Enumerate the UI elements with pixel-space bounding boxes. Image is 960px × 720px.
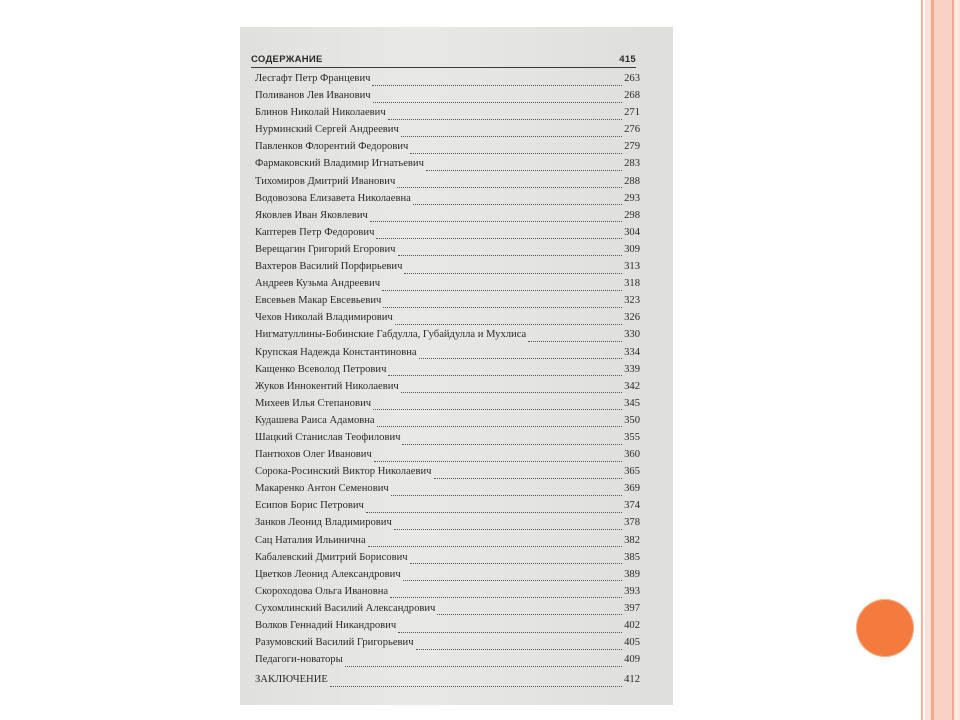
- toc-entry-title: Кудашева Раиса Адамовна: [255, 414, 375, 426]
- page-title: СОДЕРЖАНИЕ: [251, 54, 323, 65]
- toc-entry-title: Занков Леонид Владимирович: [255, 517, 392, 529]
- dot-leader: [410, 144, 622, 154]
- dot-leader: [368, 537, 622, 547]
- decor-stripe: [921, 0, 923, 720]
- toc-entry-title: Каптерев Петр Федорович: [255, 226, 375, 238]
- toc-entry-title: Верещагин Григорий Егорович: [255, 243, 396, 255]
- toc-entry: [255, 207, 640, 224]
- dot-leader: [401, 383, 622, 393]
- toc-entry-page: 369: [624, 483, 640, 495]
- dot-leader: [345, 657, 622, 667]
- toc-entry-title: Сухомлинский Василий Александрович: [255, 602, 436, 614]
- toc-entry-title: Педагоги-новаторы: [255, 654, 343, 666]
- dot-leader: [376, 229, 622, 239]
- dot-leader: [391, 486, 622, 496]
- dot-leader: [426, 161, 622, 171]
- dot-leader: [394, 520, 622, 530]
- toc-entry-page: 402: [624, 620, 640, 631]
- toc-entry: [255, 275, 640, 292]
- toc-entry-title: Нурминский Сергей Андреевич: [255, 124, 399, 136]
- toc-entry-page: 271: [624, 107, 640, 119]
- toc-entry-page: 298: [624, 209, 640, 221]
- toc-entry: [255, 173, 640, 190]
- toc-entry-title: Яковлев Иван Яковлевич: [255, 209, 368, 221]
- dot-leader: [388, 110, 622, 120]
- dot-leader: [397, 178, 622, 188]
- toc-entry-title: Кащенко Всеволод Петрович: [255, 363, 387, 375]
- dot-leader: [330, 677, 622, 687]
- dot-leader: [388, 366, 622, 376]
- toc-entry-page: 389: [624, 568, 640, 580]
- orange-circle-decoration: [856, 599, 914, 657]
- toc-entry-title: Лесгафт Петр Францевич: [255, 73, 371, 84]
- toc-entry: [255, 480, 640, 497]
- toc-entry: [255, 190, 640, 207]
- toc-entry-page: 409: [624, 654, 640, 666]
- dot-leader: [403, 571, 622, 581]
- toc-entry: [255, 549, 640, 566]
- toc-entry-title: Андреев Кузьма Андреевич: [255, 278, 381, 290]
- toc-entry: [255, 617, 640, 634]
- toc-entry-title: Сорока-Росинский Виктор Николаевич: [255, 466, 432, 478]
- toc-entry-title: Тихомиров Дмитрий Иванович: [255, 175, 396, 187]
- toc-entry-title: Жуков Иннокентий Николаевич: [255, 380, 399, 392]
- toc-entry-page: 350: [624, 414, 640, 426]
- toc-entry-title: ЗАКЛЮЧЕНИЕ: [255, 674, 328, 686]
- toc-entry-page: 326: [624, 312, 640, 324]
- toc-entry: [255, 671, 640, 688]
- toc-entry-title: Павленков Флорентий Федорович: [255, 141, 409, 153]
- toc-entry-page: 323: [624, 295, 640, 307]
- dot-leader: [373, 400, 622, 410]
- toc-entry-page: 365: [624, 466, 640, 478]
- dot-leader: [416, 640, 623, 650]
- dot-leader: [377, 417, 622, 427]
- toc-entry-title: Разумовский Василий Григорьевич: [255, 637, 414, 649]
- toc-entry-page: 283: [624, 158, 640, 170]
- toc-entry: [255, 104, 640, 121]
- toc-entry: [255, 87, 640, 104]
- toc-entry-page: 397: [624, 602, 640, 614]
- toc-entry: [255, 326, 640, 343]
- toc-entry-page: 345: [624, 397, 640, 409]
- toc-entry-title: Блинов Николай Николаевич: [255, 107, 386, 119]
- dot-leader: [374, 452, 622, 462]
- toc-entry-page: 385: [624, 551, 640, 563]
- toc-entry-page: 279: [624, 141, 640, 153]
- toc-entry: [255, 378, 640, 395]
- toc-entry-title: Сац Наталия Ильинична: [255, 534, 366, 546]
- toc-entry-page: 360: [624, 449, 640, 461]
- toc-entry-title: Фармаковский Владимир Игнатьевич: [255, 158, 424, 170]
- dot-leader: [434, 469, 623, 479]
- dot-leader: [401, 127, 622, 137]
- toc-entry-page: 268: [624, 90, 640, 102]
- toc-entry: [255, 497, 640, 514]
- toc-entry-page: 355: [624, 431, 640, 443]
- toc-entry-title: Макаренко Антон Семенович: [255, 483, 389, 495]
- toc-entry-page: 313: [624, 261, 640, 273]
- toc-entry: [255, 292, 640, 309]
- toc-entry: [255, 446, 640, 463]
- toc-entry-page: 339: [624, 363, 640, 375]
- toc-entry: [255, 600, 640, 617]
- toc-entry: [255, 224, 640, 241]
- toc-entry: [255, 361, 640, 378]
- toc-entry-title: Крупская Надежда Константиновна: [255, 346, 417, 358]
- toc-entry: [255, 514, 640, 531]
- dot-leader: [390, 588, 622, 598]
- toc-entry-title: Кабалевский Дмитрий Борисович: [255, 551, 408, 563]
- toc-entry: [255, 70, 640, 87]
- toc-entry-page: 276: [624, 124, 640, 136]
- toc-entry: [255, 344, 640, 361]
- toc-entry-title: Пантюхов Олег Иванович: [255, 449, 372, 461]
- dot-leader: [366, 503, 622, 513]
- toc-entry-title: Цветков Леонид Александрович: [255, 568, 401, 580]
- decor-stripe: [934, 0, 952, 720]
- toc-entry-page: 288: [624, 175, 640, 187]
- toc-entry: [255, 651, 640, 668]
- toc-entry-page: 309: [624, 243, 640, 255]
- dot-leader: [370, 212, 622, 222]
- toc-entry-page: 334: [624, 346, 640, 358]
- toc-entry-title: Волков Геннадий Никандрович: [255, 620, 397, 631]
- dot-leader: [410, 554, 623, 564]
- toc-entry-title: Вахтеров Василий Порфирьевич: [255, 261, 403, 273]
- toc-entry-page: 318: [624, 278, 640, 290]
- dot-leader: [372, 76, 622, 86]
- toc-entry: [255, 566, 640, 583]
- toc-entry-title: Нигматуллины-Бобинские Габдулла, Губайдулла и Мухлиса: [255, 329, 527, 341]
- toc-entry: [255, 532, 640, 549]
- toc-entry-page: 405: [624, 637, 640, 649]
- decor-stripe: [954, 0, 960, 720]
- toc-entry-page: 382: [624, 534, 640, 546]
- toc-entry: [255, 429, 640, 446]
- toc-entry-page: 378: [624, 517, 640, 529]
- toc-entry: [255, 138, 640, 155]
- toc-entry-page: 412: [624, 674, 640, 686]
- dot-leader: [437, 605, 622, 615]
- toc-entry: [255, 634, 640, 651]
- toc-entry-page: 393: [624, 585, 640, 597]
- toc-entry-title: Евсевьев Макар Евсевьевич: [255, 295, 382, 307]
- dot-leader: [398, 623, 622, 633]
- toc-entry: [255, 583, 640, 600]
- dot-leader: [383, 298, 622, 308]
- dot-leader: [419, 349, 623, 359]
- toc-entry-page: 293: [624, 192, 640, 204]
- dot-leader: [395, 315, 622, 325]
- toc-entry-page: 263: [624, 73, 640, 84]
- toc-entry-title: Михеев Илья Степанович: [255, 397, 372, 409]
- dot-leader: [404, 264, 622, 274]
- dot-leader: [402, 435, 622, 445]
- page-header: [251, 45, 636, 68]
- toc-entry-title: Чехов Николай Владимирович: [255, 312, 393, 324]
- toc-entry: [255, 258, 640, 275]
- toc-entry: [255, 155, 640, 172]
- toc-entry: [255, 395, 640, 412]
- scanned-book-page: [240, 27, 673, 705]
- toc-entry: [255, 412, 640, 429]
- dot-leader: [398, 246, 623, 256]
- toc-entry: [255, 463, 640, 480]
- dot-leader: [373, 93, 623, 103]
- toc-entry-title: Водовозова Елизавета Николаевна: [255, 192, 411, 204]
- dot-leader: [528, 332, 622, 342]
- toc-entry-page: 342: [624, 380, 640, 392]
- dot-leader: [382, 281, 622, 291]
- toc-entry-page: 304: [624, 226, 640, 238]
- toc-entry: [255, 241, 640, 258]
- toc-entry: [255, 309, 640, 326]
- toc-entry-title: Поливанов Лев Иванович: [255, 90, 371, 102]
- toc-entry-title: Есипов Борис Петрович: [255, 500, 364, 512]
- dot-leader: [413, 195, 622, 205]
- toc-entry-page: 374: [624, 500, 640, 512]
- toc-entry: [255, 121, 640, 138]
- toc-entry-page: 330: [624, 329, 640, 341]
- page-number: 415: [619, 54, 636, 65]
- toc-entry-title: Шацкий Станислав Теофилович: [255, 431, 401, 443]
- table-of-contents: [255, 70, 640, 688]
- toc-entry-title: Скороходова Ольга Ивановна: [255, 585, 389, 597]
